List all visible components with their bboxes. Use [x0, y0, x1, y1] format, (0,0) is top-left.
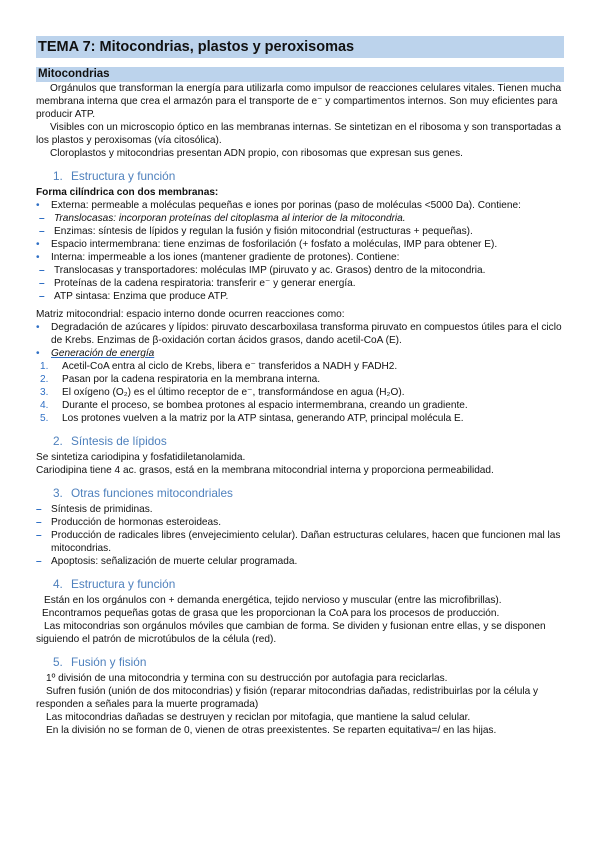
paragraph: Sufren fusión (unión de dos mitocondrias) y fisión (reparar mitocondrias dañadas, redistribuirlas por la célula y responden a señales para la muerte programada) — [36, 686, 539, 710]
heading-number: 4. — [53, 577, 63, 591]
list-item-externa — [36, 199, 564, 212]
numbered-step — [36, 373, 564, 386]
section-heading-mitocondrias — [36, 67, 564, 82]
paragraph: En la división no se forman de 0, vienen de otras preexistentes. Se reparten equitativa=/ en las hijas. — [46, 725, 497, 736]
step-number: 3. — [40, 387, 49, 398]
list-item — [36, 503, 564, 516]
heading-estructura-funcion — [53, 170, 564, 183]
document-title-text: TEMA 7: Mitocondrias, plastos y peroxisomas — [38, 38, 355, 55]
step-text: El oxígeno (O₂) es el último receptor de e⁻, transformándose en agua (H₂O). — [62, 387, 405, 398]
numbered-step — [36, 412, 564, 425]
list-item-text: Generación de energía — [51, 348, 155, 359]
intro-paragraph-1: Orgánulos que transforman la energía para utilizarla como impulsor de reacciones celulares vitales. Tienen mucha membrana interna que crea el armazón para el transporte de e⁻ y compartimentos internos. Son muy eficientes para producir ATP. — [36, 83, 562, 120]
heading-fusion-fision — [53, 656, 564, 669]
dash-icon: – — [39, 278, 45, 289]
list-item-degradacion — [36, 321, 564, 347]
list-item-text: Proteínas de la cadena respiratoria: transferir e⁻ y generar energía. — [54, 278, 356, 289]
sublist-item — [36, 277, 564, 290]
heading-text: Otras funciones mitocondriales — [71, 486, 233, 500]
numbered-step — [36, 399, 564, 412]
sublist-item — [36, 212, 564, 225]
paragraph: Cariodipina tiene 4 ac. grasos, está en la membrana mitocondrial interna y proporciona permeabilidad. — [36, 465, 494, 476]
heading-otras-funciones — [53, 487, 564, 500]
heading-estructura-funcion-2 — [53, 578, 564, 591]
numbered-step — [36, 386, 564, 399]
bullet-icon: • — [36, 252, 40, 263]
heading-number: 1. — [53, 169, 63, 183]
step-number: 4. — [40, 400, 49, 411]
document-title — [36, 36, 564, 58]
heading-sintesis-lipidos — [53, 435, 564, 448]
list-item-text: Externa: permeable a moléculas pequeñas e iones por porinas (paso de moléculas <5000 Da). Contiene: — [51, 200, 521, 211]
heading-text: Síntesis de lípidos — [71, 434, 167, 448]
paragraph: Se sintetiza cariodipina y fosfatidiletanolamida. — [36, 452, 246, 463]
list-item-text: Translocasas y transportadores: moléculas IMP (piruvato y ac. Grasos) dentro de la mitocondria. — [54, 265, 486, 276]
step-number: 5. — [40, 413, 49, 424]
sublist-item — [36, 264, 564, 277]
step-text: Los protones vuelven a la matriz por la ATP sintasa, generando ATP, principal molécula E. — [62, 413, 464, 424]
step-text: Durante el proceso, se bombea protones al espacio intermembrana, creando un gradiente. — [62, 400, 468, 411]
matriz-lead: Matriz mitocondrial: espacio interno donde ocurren reacciones como: — [36, 309, 345, 320]
paragraph: Las mitocondrias dañadas se destruyen y reciclan por mitofagia, que mantiene la salud celular. — [46, 712, 471, 723]
list-item-text: Enzimas: síntesis de lípidos y regulan la fusión y fisión mitocondrial (estructuras + pequeñas). — [54, 226, 473, 237]
list-item-text: Síntesis de primidinas. — [51, 504, 153, 515]
heading-number: 2. — [53, 434, 63, 448]
list-item-text: Translocasas: incorporan proteínas del citoplasma al interior de la mitocondria. — [54, 213, 406, 224]
step-number: 2. — [40, 374, 49, 385]
dash-icon: – — [36, 530, 42, 541]
step-text: Acetil-CoA entra al ciclo de Krebs, libera e⁻ transferidos a NADH y FADH2. — [62, 361, 398, 372]
paragraph: Están en los orgánulos con + demanda energética, tejido nervioso y muscular (entre las microfibrillas). — [44, 595, 502, 606]
dash-icon: – — [36, 517, 42, 528]
paragraph: Encontramos pequeñas gotas de grasa que les proporcionan la CoA para los procesos de producción. — [42, 608, 500, 619]
paragraph: 1º división de una mitocondria y termina con su destrucción por autofagia para reciclarlas. — [46, 673, 448, 684]
list-item-text: Producción de hormonas esteroideas. — [51, 517, 222, 528]
heading-text: Estructura y función — [71, 577, 176, 591]
section-heading-text: Mitocondrias — [38, 68, 110, 80]
document-page — [36, 36, 564, 737]
heading-number: 3. — [53, 486, 63, 500]
bullet-icon: • — [36, 348, 40, 359]
dash-icon: – — [39, 226, 45, 237]
sublist-item — [36, 225, 564, 238]
sublist-item — [36, 290, 564, 303]
intro-paragraph-2: Visibles con un microscopio óptico en las membranas internas. Se sintetizan en el ribosoma y son transportadas a los plastos y peroxisomas (vía citosólica). — [36, 122, 561, 146]
list-item-interna — [36, 251, 564, 264]
bullet-icon: • — [36, 200, 40, 211]
list-item — [36, 516, 564, 529]
list-item-text: Producción de radicales libres (envejecimiento celular). Dañan estructuras celulares, hacen que funcionen mal las mitocondrias. — [51, 530, 561, 554]
dash-icon: – — [39, 265, 45, 276]
numbered-step — [36, 360, 564, 373]
bullet-icon: • — [36, 239, 40, 250]
paragraph: Las mitocondrias son orgánulos móviles que cambian de forma. Se dividen y fusionan entre ellas, y se disponen siguiendo el patrón de microtúbulos de la célula (red). — [36, 621, 546, 645]
heading-text: Fusión y fisión — [71, 655, 147, 669]
step-text: Pasan por la cadena respiratoria en la membrana interna. — [62, 374, 321, 385]
heading-number: 5. — [53, 655, 63, 669]
dash-icon: – — [36, 504, 42, 515]
intro-paragraph-3: Cloroplastos y mitocondrias presentan ADN propio, con ribosomas que expresan sus genes. — [50, 148, 463, 159]
step-number: 1. — [40, 361, 49, 372]
membranes-lead: Forma cilíndrica con dos membranas: — [36, 187, 219, 198]
heading-text: Estructura y función — [71, 169, 176, 183]
list-item-text: Espacio intermembrana: tiene enzimas de fosforilación (+ fosfato a moléculas, IMP para obtener E). — [51, 239, 498, 250]
list-item-text: ATP sintasa: Enzima que produce ATP. — [54, 291, 229, 302]
list-item-intermembrana — [36, 238, 564, 251]
bullet-icon: • — [36, 322, 40, 333]
list-item — [36, 529, 564, 555]
dash-icon: – — [39, 213, 45, 224]
list-item-text: Degradación de azúcares y lípidos: piruvato descarboxilasa transforma piruvato en compuestos útiles para el ciclo de Krebs. Enzimas de β-oxidación cortan ácidos grasos, dando acetil-CoA (E). — [51, 322, 562, 346]
dash-icon: – — [39, 291, 45, 302]
dash-icon: – — [36, 556, 42, 567]
list-item-generacion — [36, 347, 564, 360]
list-item-text: Apoptosis: señalización de muerte celular programada. — [51, 556, 298, 567]
list-item — [36, 555, 564, 568]
list-item-text: Interna: impermeable a los iones (mantener gradiente de protones). Contiene: — [51, 252, 400, 263]
